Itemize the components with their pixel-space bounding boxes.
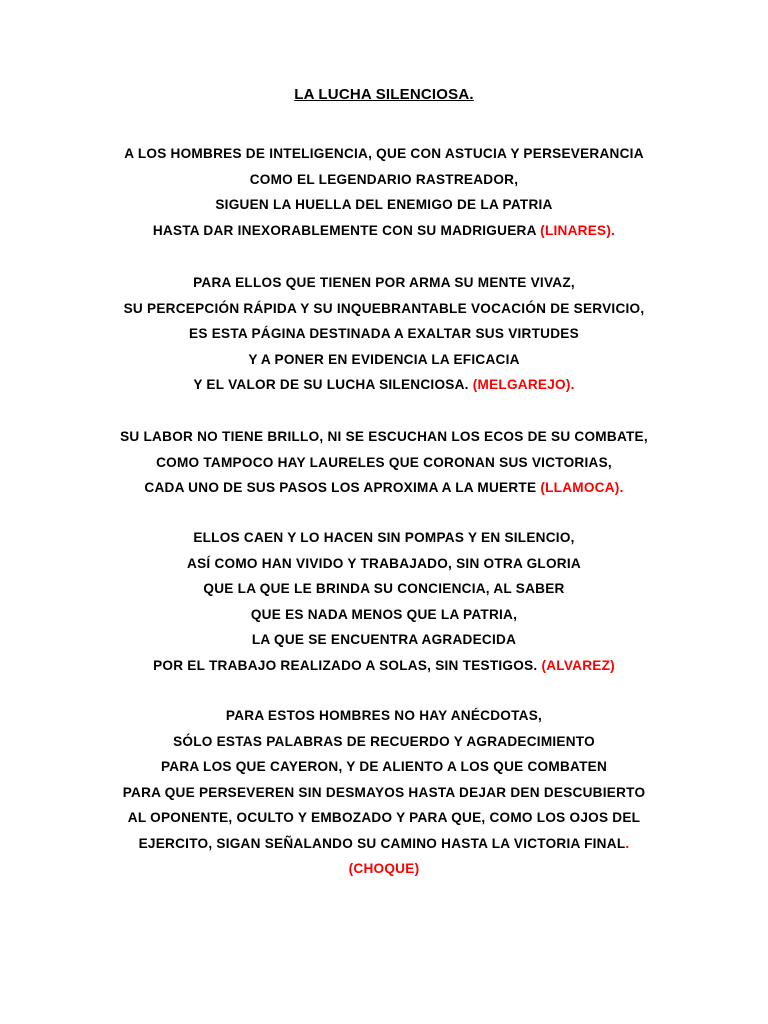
stanza-line-with-author xyxy=(0,653,768,679)
stanza-line: SIGUEN LA HUELLA DEL ENEMIGO DE LA PATRIA xyxy=(215,197,553,212)
stanza-line: COMO TAMPOCO HAY LAURELES QUE CORONAN SUS VICTORIAS, xyxy=(156,454,612,470)
stanza-line-with-author xyxy=(0,475,768,501)
stanza-4 xyxy=(0,525,768,678)
stanza-line: COMO EL LEGENDARIO RASTREADOR, xyxy=(249,171,519,187)
stanza-line: QUE ES NADA MENOS QUE LA PATRIA, xyxy=(250,606,518,622)
stanza-line: PARA LOS QUE CAYERON, Y DE ALIENTO A LOS QUE COMBATEN xyxy=(160,759,608,774)
stanza-line: A LOS HOMBRES DE INTELIGENCIA, QUE CON ASTUCIA Y PERSEVERANCIA xyxy=(124,146,644,161)
stanza-1 xyxy=(0,141,768,243)
stanza-line: PARA QUE PERSEVEREN SIN DESMAYOS HASTA DEJAR DEN DESCUBIERTO xyxy=(122,784,646,800)
stanza-line: Y A PONER EN EVIDENCIA LA EFICACIA xyxy=(248,351,520,367)
stanza-line-text: Y EL VALOR DE SU LUCHA SILENCIOSA. xyxy=(193,377,473,392)
stanza-5 xyxy=(0,703,768,882)
stanza-line-text: CADA UNO DE SUS PASOS LOS APROXIMA A LA MUERTE xyxy=(144,480,541,495)
stanza-line: QUE LA QUE LE BRINDA SU CONCIENCIA, AL SABER xyxy=(203,581,565,596)
stanza-line: LA QUE SE ENCUENTRA AGRADECIDA xyxy=(251,632,517,647)
stanza-3 xyxy=(0,424,768,501)
stanza-line-text: HASTA DAR INEXORABLEMENTE CON SU MADRIGUERA xyxy=(152,222,541,238)
stanza-line-with-author xyxy=(0,372,768,398)
author-attribution: (LINARES). xyxy=(540,222,616,238)
author-attribution: (MELGAREJO). xyxy=(472,377,575,392)
stanza-line: ASÍ COMO HAN VIVIDO Y TRABAJADO, SIN OTRA GLORIA xyxy=(187,555,581,571)
stanza-line: AL OPONENTE, OCULTO Y EMBOZADO Y PARA QUE, COMO LOS OJOS DEL xyxy=(127,810,641,825)
stanza-line: SU LABOR NO TIENE BRILLO, NI SE ESCUCHAN LOS ECOS DE SU COMBATE, xyxy=(120,429,648,444)
author-attribution: (ALVAREZ) xyxy=(541,657,615,673)
stanza-line-text: EJERCITO, SIGAN SEÑALANDO SU CAMINO HASTA LA VICTORIA FINAL xyxy=(138,835,626,851)
stanza-line-with-author xyxy=(0,218,768,244)
stanza-line: ES ESTA PÁGINA DESTINADA A EXALTAR SUS VIRTUDES xyxy=(189,326,579,341)
author-attribution: (CHOQUE) xyxy=(348,861,420,876)
stanza-line: SU PERCEPCIÓN RÁPIDA Y SU INQUEBRANTABLE VOCACIÓN DE SERVICIO, xyxy=(123,300,645,316)
document-title: LA LUCHA SILENCIOSA. xyxy=(294,86,474,103)
stanza-line-with-mark xyxy=(0,831,768,857)
stanza-line: ELLOS CAEN Y LO HACEN SIN POMPAS Y EN SILENCIO, xyxy=(193,530,575,545)
stanza-2 xyxy=(0,270,768,398)
author-attribution: (LLAMOCA). xyxy=(540,480,624,495)
stanza-line: PARA ESTOS HOMBRES NO HAY ANÉCDOTAS, xyxy=(225,708,543,723)
stanza-line: SÓLO ESTAS PALABRAS DE RECUERDO Y AGRADECIMIENTO xyxy=(173,733,595,749)
stanza-line: PARA ELLOS QUE TIENEN POR ARMA SU MENTE VIVAZ, xyxy=(193,275,575,290)
stanza-line-text: POR EL TRABAJO REALIZADO A SOLAS, SIN TESTIGOS. xyxy=(153,657,542,673)
trailing-period: . xyxy=(625,835,630,851)
